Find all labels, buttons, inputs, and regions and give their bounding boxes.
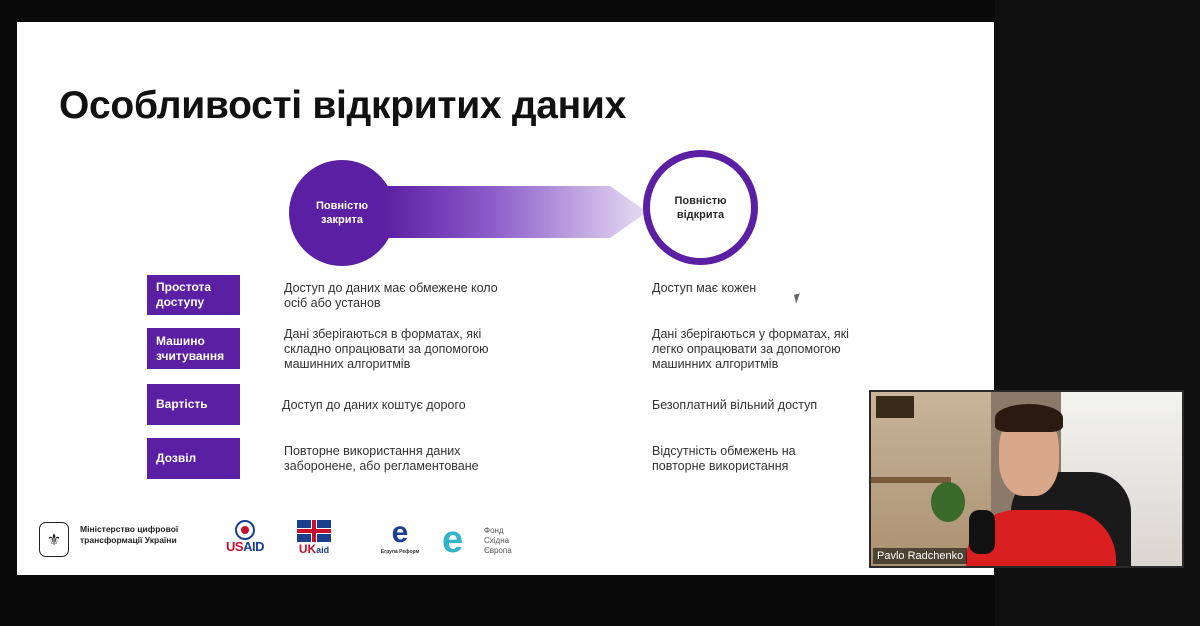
fully-closed-circle: [289, 160, 395, 266]
open-cost-text: Безоплатний вільний доступ: [652, 398, 818, 412]
footer-logos: [37, 517, 557, 567]
row-label-cost: Вартість: [147, 384, 240, 425]
trident-icon: ⚜: [39, 522, 69, 557]
video-shelf: [871, 477, 951, 483]
east-europe-foundation-logo: [442, 520, 542, 564]
row-label-machine-readable: Машино зчитування: [147, 328, 240, 369]
participant-video-tile[interactable]: [869, 390, 1184, 568]
video-plant: [931, 482, 965, 522]
foundation-name: [484, 526, 512, 556]
usaid-logo: [220, 520, 270, 564]
video-participant-hair: [995, 404, 1063, 432]
uk-flag-icon: [297, 520, 331, 542]
ukaid-logo: [294, 520, 334, 564]
gradient-arrow: [383, 186, 647, 238]
fully-open-label: Повністю відкрита: [674, 194, 727, 221]
foundation-line-2: Східна: [484, 536, 510, 545]
ukaid-uk: UK: [298, 542, 317, 556]
closed-cost-text: Доступ до даних коштує дорого: [282, 398, 466, 412]
reform-group-mark-icon: e: [391, 516, 409, 549]
closed-permission-text: Повторне використання даних заборонене, або регламентоване: [284, 444, 479, 473]
participant-name-tag: Pavlo Radchenko: [873, 548, 967, 564]
foundation-line-3: Європа: [484, 546, 512, 555]
closed-access-text: Доступ до даних має обмежене коло осіб або установ: [284, 281, 498, 310]
ukaid-aid: aid: [316, 545, 330, 555]
foundation-line-1: Фонд: [484, 526, 504, 535]
open-machine-text: Дані зберігаються у форматах, які легко опрацювати за допомогою машинних алгоритмів: [652, 327, 849, 371]
presentation-slide: [17, 22, 994, 575]
video-picture-frame: [876, 396, 914, 418]
reform-group-logo: [370, 517, 430, 565]
usaid-wordmark: [220, 540, 270, 554]
fully-closed-label: Повністю закрита: [316, 200, 368, 226]
fully-open-circle: [643, 150, 758, 265]
row-label-access: Простота доступу: [147, 275, 240, 315]
slide-title: Особливості відкритих даних: [59, 84, 626, 127]
foundation-mark-icon: e: [442, 519, 464, 561]
open-permission-text: Відсутність обмежень на повторне використання: [652, 444, 796, 473]
usaid-aid: AID: [243, 539, 264, 554]
open-access-text: Доступ має кожен: [652, 281, 757, 295]
usaid-us: US: [226, 539, 244, 554]
reform-group-text: Eгрупа Реформ: [380, 549, 420, 555]
microphone-icon: [969, 510, 995, 554]
usaid-seal-icon: [235, 520, 255, 540]
closed-machine-text: Дані зберігаються в форматах, які складно опрацювати за допомогою машинних алгоритмів: [284, 327, 489, 371]
row-label-permission: Дозвіл: [147, 438, 240, 479]
ukaid-wordmark: [294, 542, 334, 557]
ministry-name: Міністерство цифрової трансформації України: [80, 524, 179, 545]
